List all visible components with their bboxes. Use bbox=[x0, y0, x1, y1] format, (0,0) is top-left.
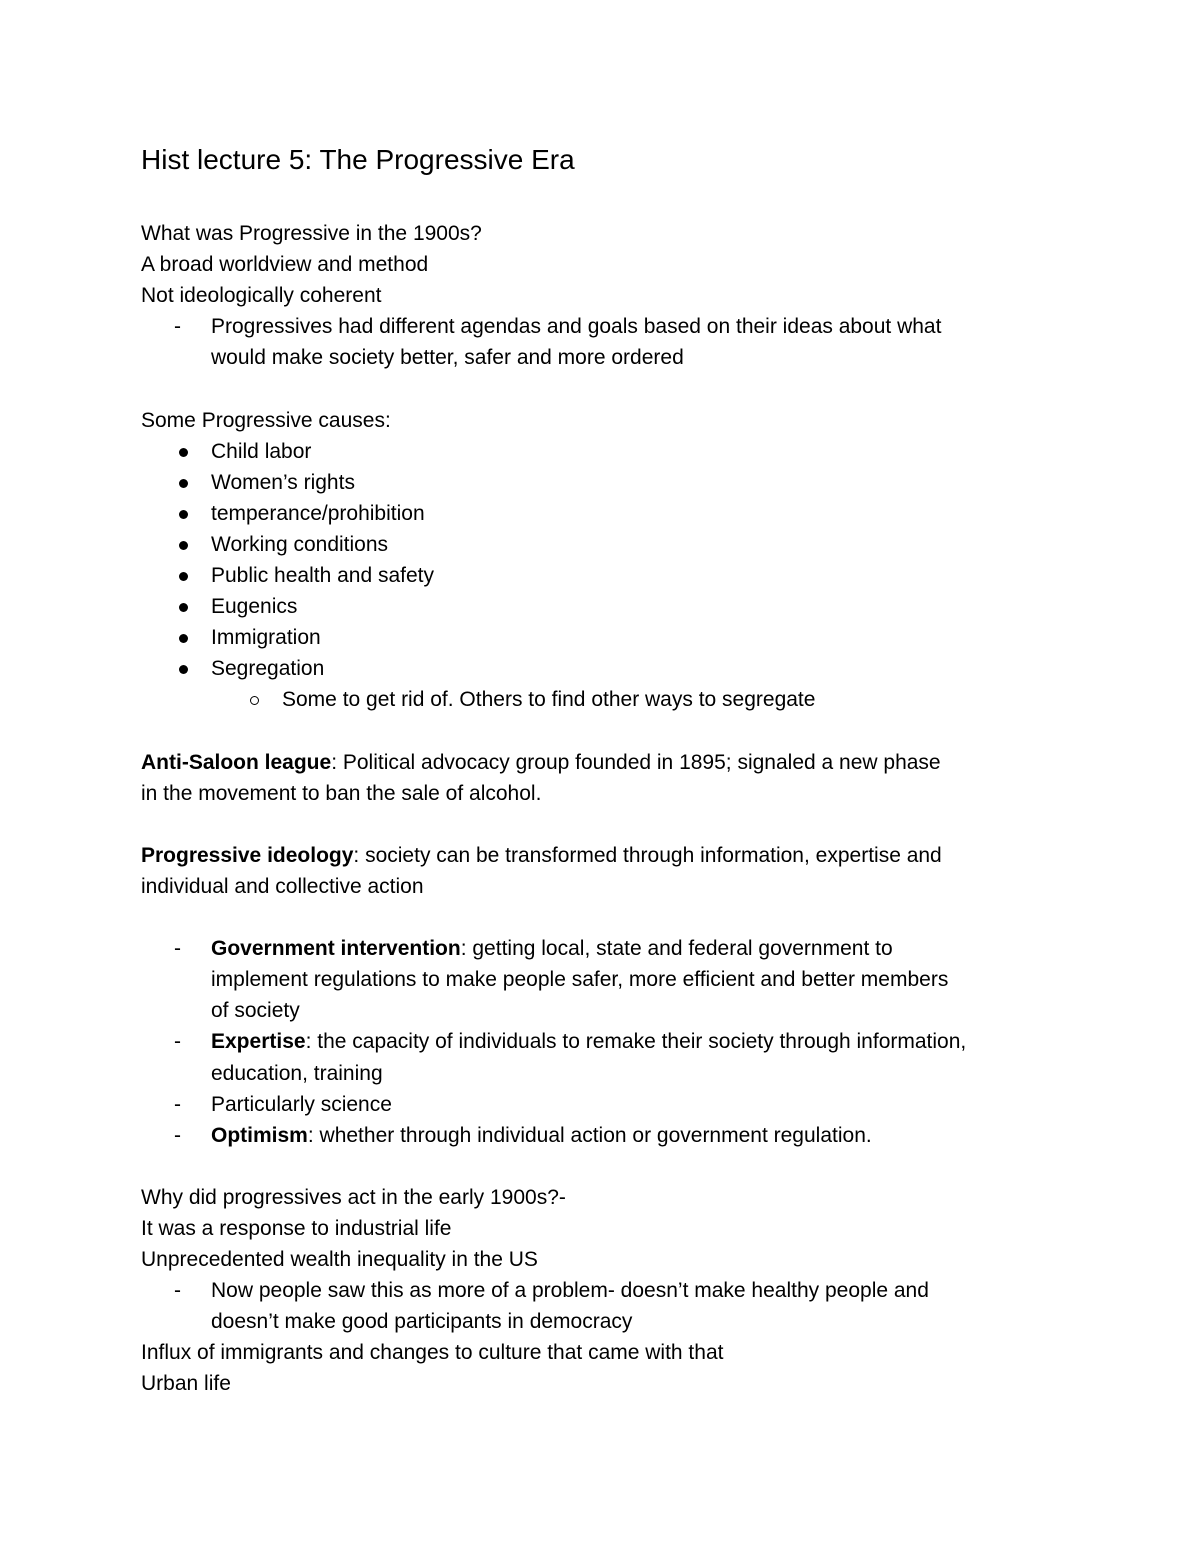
bullet-text: Immigration bbox=[211, 626, 321, 650]
bullet-list-item bbox=[141, 529, 1071, 560]
dash-marker: - bbox=[174, 1123, 181, 1147]
bullet-list-item bbox=[141, 622, 1071, 653]
ideology-definition bbox=[141, 840, 1071, 902]
definition-text: : Political advocacy group founded in 1895; signaled a new phase bbox=[331, 750, 941, 774]
why-line: Influx of immigrants and changes to culture that came with that bbox=[141, 1341, 724, 1365]
definition-text: in the movement to ban the sale of alcohol. bbox=[141, 781, 542, 805]
definition-term: Anti-Saloon league bbox=[141, 750, 332, 774]
list-item-text: : whether through individual action or government regulation. bbox=[307, 1123, 872, 1147]
intro-question: What was Progressive in the 1900s? bbox=[141, 222, 482, 245]
bullet-icon bbox=[179, 448, 188, 457]
dash-list-item bbox=[141, 1089, 1071, 1120]
dash-list-item bbox=[141, 1275, 1071, 1337]
definition-term: Progressive ideology bbox=[141, 843, 354, 867]
bullet-list-item bbox=[141, 467, 1071, 498]
list-item-text: doesn’t make good participants in democracy bbox=[211, 1310, 633, 1334]
list-item-text: : getting local, state and federal government to bbox=[460, 937, 893, 961]
bullet-list-item bbox=[141, 436, 1071, 467]
causes-heading: Some Progressive causes: bbox=[141, 408, 391, 432]
list-item-text: implement regulations to make people safer, more efficient and better members bbox=[211, 968, 949, 992]
bullet-list-item bbox=[141, 560, 1071, 591]
list-item-term: Optimism bbox=[211, 1123, 308, 1147]
hollow-bullet-icon bbox=[250, 696, 259, 705]
bullet-text: temperance/prohibition bbox=[211, 501, 425, 525]
dash-marker: - bbox=[174, 315, 181, 339]
list-item-text: Particularly science bbox=[211, 1092, 392, 1116]
bullet-icon bbox=[179, 665, 188, 674]
bullet-text: Women’s rights bbox=[211, 470, 355, 494]
sub-bullet-text: Some to get rid of. Others to find other ways to segregate bbox=[282, 688, 816, 712]
bullet-list-item bbox=[141, 653, 1071, 684]
document-body bbox=[141, 218, 1071, 1400]
bullet-icon bbox=[179, 634, 188, 643]
list-item-text: would make society better, safer and more ordered bbox=[211, 346, 684, 370]
dash-list-item bbox=[141, 933, 1071, 1026]
list-item-text: Now people saw this as more of a problem- doesn’t make healthy people and bbox=[211, 1279, 929, 1303]
why-line: Urban life bbox=[141, 1372, 231, 1396]
dash-marker: - bbox=[174, 1279, 181, 1303]
sub-bullet-list-item bbox=[141, 684, 1071, 715]
bullet-text: Eugenics bbox=[211, 595, 298, 619]
dash-marker: - bbox=[174, 937, 181, 961]
list-item-term: Government intervention bbox=[211, 937, 461, 961]
list-item-text: of society bbox=[211, 999, 300, 1023]
list-item-term: Expertise bbox=[211, 1030, 306, 1054]
bullet-text: Segregation bbox=[211, 657, 325, 681]
why-question: Why did progressives act in the early 1900s?- bbox=[141, 1185, 566, 1209]
intro-line: A broad worldview and method bbox=[141, 253, 429, 277]
list-item-text: education, training bbox=[211, 1061, 383, 1085]
definition-text: individual and collective action bbox=[141, 874, 424, 898]
dash-marker: - bbox=[174, 1030, 181, 1054]
bullet-icon bbox=[179, 603, 188, 612]
bullet-icon bbox=[179, 541, 188, 550]
bullet-icon bbox=[179, 510, 188, 519]
list-item-text: Progressives had different agendas and goals based on their ideas about what bbox=[211, 315, 942, 339]
bullet-list-item bbox=[141, 498, 1071, 529]
dash-list-item bbox=[141, 1120, 1071, 1151]
list-item-text: : the capacity of individuals to remake their society through information, bbox=[305, 1030, 967, 1054]
intro-line: Not ideologically coherent bbox=[141, 284, 382, 308]
dash-list-item bbox=[141, 1026, 1071, 1088]
bullet-text: Public health and safety bbox=[211, 564, 434, 588]
anti-saloon-definition bbox=[141, 747, 1071, 809]
why-line: Unprecedented wealth inequality in the US bbox=[141, 1248, 538, 1272]
bullet-text: Working conditions bbox=[211, 532, 389, 556]
bullet-text: Child labor bbox=[211, 439, 312, 463]
dash-marker: - bbox=[174, 1092, 181, 1116]
bullet-icon bbox=[179, 572, 188, 581]
bullet-list-item bbox=[141, 591, 1071, 622]
definition-text: : society can be transformed through information, expertise and bbox=[353, 843, 942, 867]
why-line: It was a response to industrial life bbox=[141, 1217, 452, 1240]
bullet-icon bbox=[179, 479, 188, 488]
page-title: Hist lecture 5: The Progressive Era bbox=[141, 144, 575, 175]
dash-list-item bbox=[141, 311, 1071, 373]
